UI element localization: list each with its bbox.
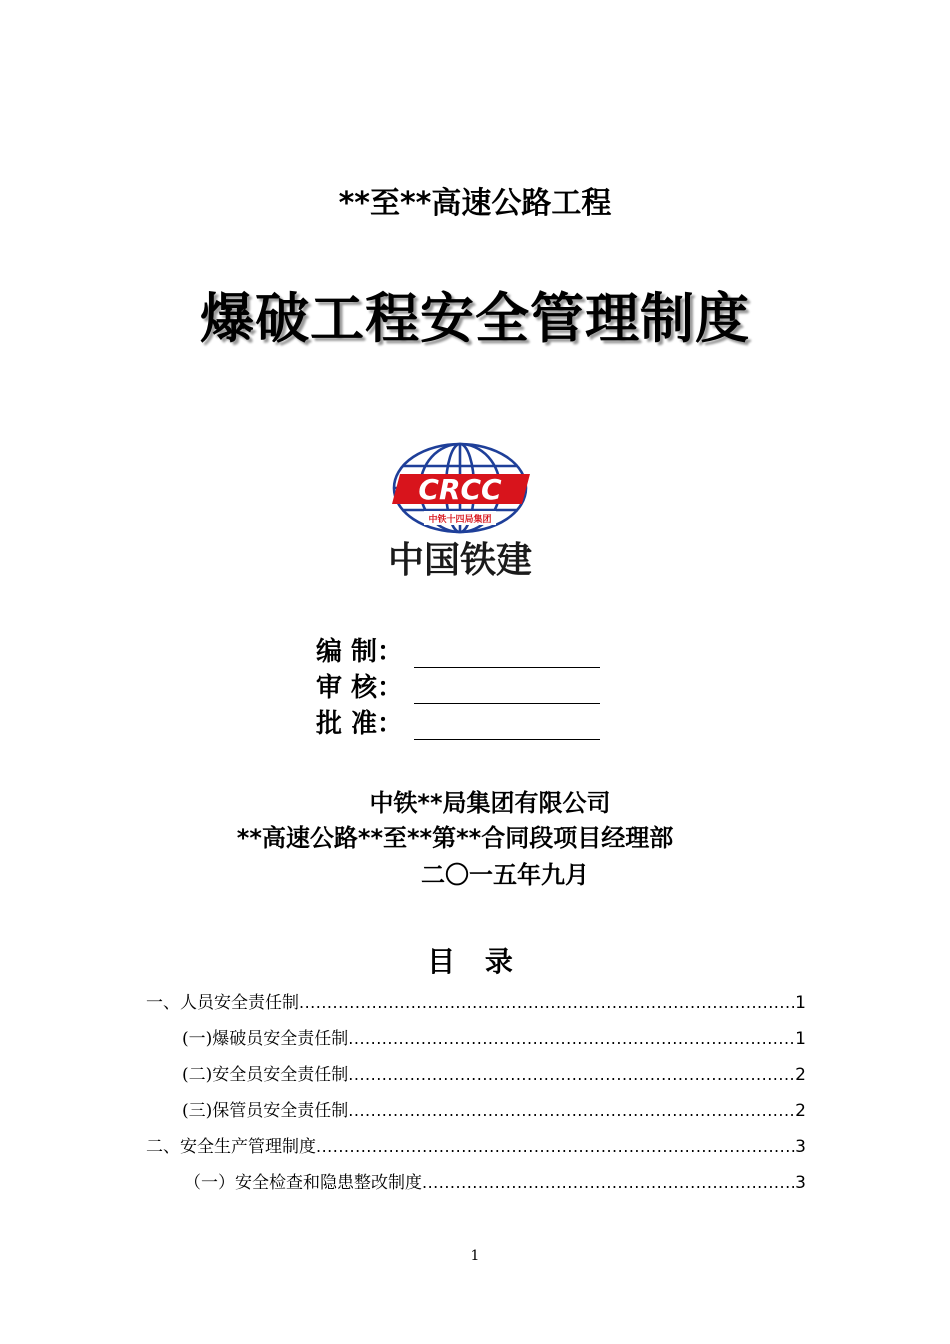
- toc-entry[interactable]: [182, 1024, 806, 1048]
- toc-entry[interactable]: [182, 1096, 806, 1120]
- signature-label: 批 准：: [316, 709, 404, 739]
- document-title: 爆破工程安全管理制度: [200, 287, 750, 350]
- toc-entry-page: 2: [795, 1101, 806, 1121]
- toc-leader-dots: [316, 1137, 795, 1156]
- toc-entry-text: (二)安全员安全责任制: [182, 1065, 349, 1085]
- emblem-ring-text: 中铁十四局集团: [428, 515, 492, 525]
- toc-entry-text: 二、安全生产管理制度: [146, 1137, 316, 1157]
- toc-entry[interactable]: [146, 1132, 806, 1156]
- signature-line: [414, 713, 600, 740]
- toc-leader-dots: [348, 1101, 795, 1120]
- toc-entry-page: 1: [795, 993, 806, 1013]
- toc-entry[interactable]: [146, 988, 806, 1012]
- toc-entry-text: （一）安全检查和隐患整改制度: [184, 1173, 422, 1193]
- signature-label: 编 制：: [316, 637, 404, 667]
- signature-label: 审 核：: [316, 673, 404, 703]
- brand-text: 中国铁建: [387, 540, 533, 581]
- emblem-text: CRCC: [418, 473, 502, 506]
- toc-entry[interactable]: [184, 1168, 806, 1192]
- toc-entry[interactable]: [182, 1060, 806, 1084]
- toc-entry-page: 3: [795, 1137, 806, 1157]
- crcc-logo: [372, 440, 552, 582]
- document-subtitle: **至**高速公路工程: [338, 186, 612, 221]
- signature-line: [414, 641, 600, 668]
- toc-leader-dots: [348, 1029, 795, 1048]
- toc-leader-dots: [348, 1065, 795, 1084]
- toc-leader-dots: [422, 1173, 795, 1192]
- toc-entry-page: 3: [795, 1173, 806, 1193]
- signature-row-review: [316, 670, 600, 704]
- toc-entry-text: (三)保管员安全责任制: [182, 1101, 349, 1121]
- toc-entry-page: 2: [795, 1065, 806, 1085]
- toc-entry-page: 1: [795, 1029, 806, 1049]
- signature-row-approve: [316, 706, 600, 740]
- toc-entry-text: (一)爆破员安全责任制: [182, 1029, 349, 1049]
- project-department: **高速公路**至**第**合同段项目经理部: [236, 824, 674, 852]
- signature-row-compile: [316, 634, 600, 668]
- company-name: 中铁**局集团有限公司: [369, 789, 611, 817]
- signature-line: [414, 677, 600, 704]
- toc-title: 目 录: [427, 945, 523, 978]
- page-number: 1: [470, 1248, 480, 1264]
- toc-entry-text: 一、人员安全责任制: [146, 993, 299, 1013]
- toc-leader-dots: [299, 993, 795, 1012]
- document-date: 二〇一五年九月: [421, 861, 589, 889]
